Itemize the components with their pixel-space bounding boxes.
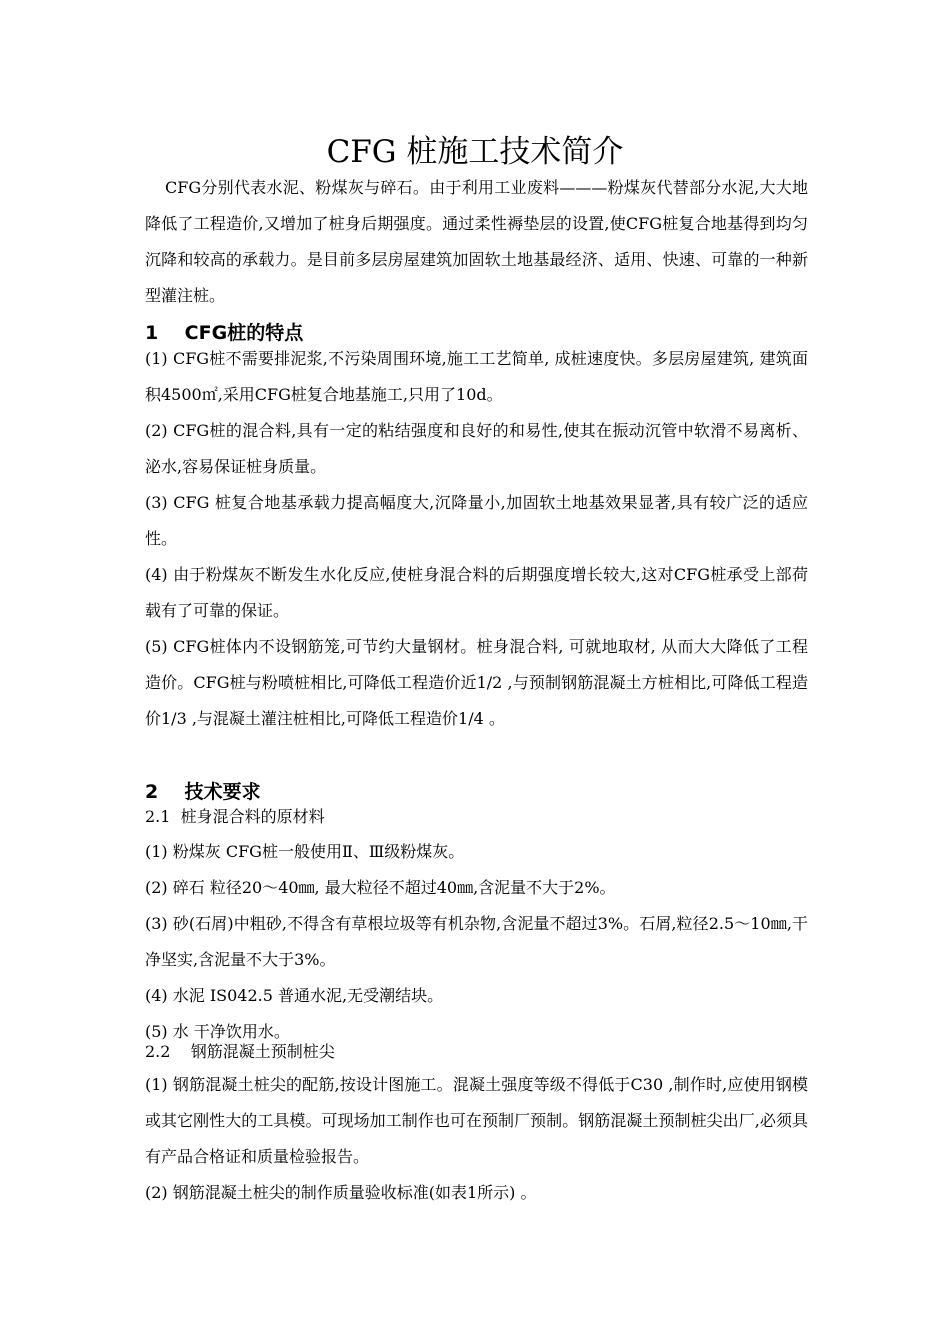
subsection-2-2-item: (2) 钢筋混凝土桩尖的制作质量验收标准(如表1所示) 。 [145, 1183, 537, 1202]
section-1-item: (5) CFG桩体内不设钢筋笼,可节约大量钢材。桩身混合料, 可就地取材, 从而大大降低了工程造价。CFG桩与粉喷桩相比,可降低工程造价近1/2 ,与预制钢筋混凝土方桩相比,可降低工程造价1/3 ,与混凝土灌注桩相比,可降低工程造价1/4 。 [145, 637, 808, 728]
subsection-2-1-item: (2) 碎石 粒径20～40㎜, 最大粒径不超过40㎜,含泥量不大于2%。 [145, 878, 616, 897]
subsection-2-2-heading: 2.2 钢筋混凝土预制桩尖 [145, 1042, 335, 1061]
section-1-heading: 1 CFG桩的特点 [145, 322, 304, 344]
subsection-2-1-item: (1) 粉煤灰 CFG桩一般使用Ⅱ、Ⅲ级粉煤灰。 [145, 842, 465, 861]
section-1-item: (2) CFG桩的混合料,具有一定的粘结强度和良好的和易性,使其在振动沉管中软滑不易离析、泌水,容易保证桩身质量。 [145, 421, 808, 476]
section-1-item: (4) 由于粉煤灰不断发生水化反应,使桩身混合料的后期强度增长较大,这对CFG桩承受上部荷载有了可靠的保证。 [145, 565, 808, 620]
page-title: CFG 桩施工技术简介 [326, 134, 624, 170]
subsection-2-2-item: (1) 钢筋混凝土桩尖的配筋,按设计图施工。混凝土强度等级不得低于C30 ,制作时,应使用钢模或其它刚性大的工具模。可现场加工制作也可在预制厂预制。钢筋混凝土预制桩尖出厂,必须具有产品合格证和质量检验报告。 [145, 1075, 808, 1166]
section-1-item: (1) CFG桩不需要排泥浆,不污染周围环境,施工工艺简单, 成桩速度快。多层房屋建筑, 建筑面积4500㎡,采用CFG桩复合地基施工,只用了10d。 [145, 349, 808, 404]
section-1-item: (3) CFG 桩复合地基承载力提高幅度大,沉降量小,加固软土地基效果显著,具有较广泛的适应性。 [145, 493, 808, 548]
subsection-2-1-heading: 2.1 桩身混合料的原材料 [145, 807, 325, 826]
intro-paragraph: CFG分别代表水泥、粉煤灰与碎石。由于利用工业废料———粉煤灰代替部分水泥,大大地降低了工程造价,又增加了桩身后期强度。通过柔性褥垫层的设置,使CFG桩复合地基得到均匀沉降和较高的承载力。是目前多层房屋建筑加固软土地基最经济、适用、快速、可靠的一种新型灌注桩。 [145, 178, 808, 305]
section-1-list [145, 341, 808, 737]
subsection-2-1-item: (3) 砂(石屑)中粗砂,不得含有草根垃圾等有机杂物,含泥量不超过3%。石屑,粒径2.5～10㎜,干净坚实,含泥量不大于3%。 [145, 914, 808, 969]
section-2-heading: 2 技术要求 [145, 781, 261, 803]
subsection-2-1-item: (4) 水泥 IS042.5 普通水泥,无受潮结块。 [145, 986, 444, 1005]
subsection-2-1-item: (5) 水 干净饮用水。 [145, 1022, 290, 1041]
subsection-2-1-list [145, 834, 808, 1050]
subsection-2-2-list [145, 1067, 808, 1211]
